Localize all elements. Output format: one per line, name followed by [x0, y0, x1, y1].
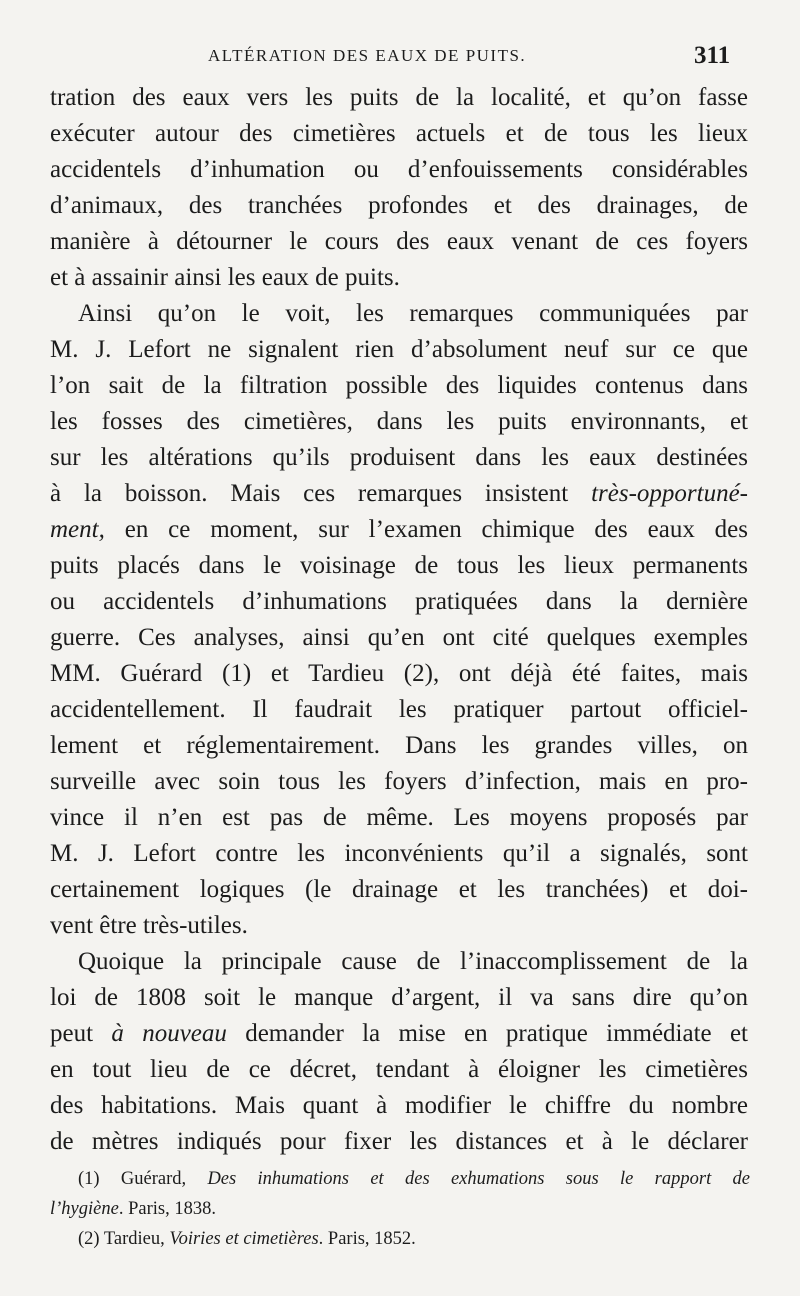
- running-title: ALTÉRATION DES EAUX DE PUITS.: [208, 46, 527, 65]
- italic-text: ment,: [50, 516, 105, 543]
- text-line: [50, 1052, 748, 1088]
- text-run: l’on sait de la filtration possible des liquides contenus dans: [50, 372, 748, 399]
- text-line: [50, 620, 748, 656]
- text-line: [50, 440, 748, 476]
- text-run: vince il n’en est pas de même. Les moyens proposés par: [50, 804, 748, 831]
- text-run: surveille avec soin tous les foyers d’infection, mais en pro-: [50, 768, 748, 795]
- text-run: exécuter autour des cimetières actuels et de tous les lieux: [50, 120, 748, 147]
- italic-text: très-opportuné-: [591, 480, 748, 507]
- text-line: [50, 692, 748, 728]
- text-line: [50, 332, 748, 368]
- text-line: [50, 512, 748, 548]
- text-line: [50, 80, 748, 116]
- text-run: Quoique la principale cause de l’inaccomplissement de la: [78, 948, 748, 975]
- text-run: peut: [50, 1020, 112, 1047]
- text-run: M. J. Lefort contre les inconvénients qu’il a signalés, sont: [50, 840, 748, 867]
- text-run: (1) Guérard,: [78, 1169, 208, 1189]
- text-line: [50, 368, 748, 404]
- text-line: [50, 188, 748, 224]
- text-line: [50, 404, 748, 440]
- footnotes: [50, 1164, 750, 1254]
- text-run: d’animaux, des tranchées profondes et des drainages, de: [50, 192, 748, 219]
- text-run: en tout lieu de ce décret, tendant à éloigner les cimetières: [50, 1056, 748, 1083]
- text-run: Ainsi qu’on le voit, les remarques communiquées par: [78, 300, 748, 327]
- text-line: [50, 656, 748, 692]
- text-run: puits placés dans le voisinage de tous les lieux permanents: [50, 552, 748, 579]
- text-line: [50, 1016, 748, 1052]
- text-run: accidentellement. Il faudrait les pratiquer partout officiel-: [50, 696, 748, 723]
- text-run: en ce moment, sur l’examen chimique des eaux des: [104, 516, 748, 543]
- italic-text: Voiries et cimetières: [169, 1229, 319, 1249]
- text-line: [50, 728, 748, 764]
- text-run: guerre. Ces analyses, ainsi qu’en ont cité quelques exemples: [50, 624, 748, 651]
- text-run: . Paris, 1852.: [318, 1229, 416, 1249]
- text-run: de mètres indiqués pour fixer les distances et à le déclarer: [50, 1128, 748, 1155]
- text-line: [50, 836, 748, 872]
- text-line: [50, 980, 748, 1016]
- text-run: des habitations. Mais quant à modifier le chiffre du nombre: [50, 1092, 748, 1119]
- text-run: M. J. Lefort ne signalent rien d’absolument neuf sur ce que: [50, 336, 748, 363]
- text-run: MM. Guérard (1) et Tardieu (2), ont déjà été faites, mais: [50, 660, 748, 687]
- text-line: [50, 584, 748, 620]
- footnote-line: [50, 1164, 750, 1194]
- text-line: [50, 764, 748, 800]
- text-line: [50, 260, 748, 296]
- footnote-line: [50, 1224, 750, 1254]
- page-header: [0, 40, 800, 80]
- text-run: certainement logiques (le drainage et les tranchées) et doi-: [50, 876, 748, 903]
- text-line: [50, 548, 748, 584]
- text-line: [50, 296, 748, 332]
- footnote-line: [50, 1194, 750, 1224]
- text-line: [50, 116, 748, 152]
- italic-text: l’hygiène: [50, 1199, 119, 1219]
- text-run: loi de 1808 soit le manque d’argent, il va sans dire qu’on: [50, 984, 748, 1011]
- text-line: [50, 224, 748, 260]
- page-number: 311: [694, 42, 731, 69]
- text-run: et à assainir ainsi les eaux de puits.: [50, 264, 400, 291]
- text-line: [50, 908, 748, 944]
- text-run: demander la mise en pratique immédiate et: [226, 1020, 748, 1047]
- text-run: manière à détourner le cours des eaux venant de ces foyers: [50, 228, 748, 255]
- italic-text: à nouveau: [111, 1020, 227, 1047]
- text-line: [50, 872, 748, 908]
- text-run: (2) Tardieu,: [78, 1229, 170, 1249]
- text-line: [50, 152, 748, 188]
- text-run: sur les altérations qu’ils produisent dans les eaux destinées: [50, 444, 748, 471]
- text-line: [50, 1124, 748, 1160]
- text-run: accidentels d’inhumation ou d’enfouissements considérables: [50, 156, 748, 183]
- text-line: [50, 476, 748, 512]
- text-run: lement et réglementairement. Dans les grandes villes, on: [50, 732, 748, 759]
- text-line: [50, 944, 748, 980]
- text-line: [50, 1088, 748, 1124]
- text-line: [50, 800, 748, 836]
- body-text: [50, 80, 748, 1160]
- text-run: vent être très-utiles.: [50, 912, 248, 939]
- text-run: ou accidentels d’inhumations pratiquées dans la dernière: [50, 588, 748, 615]
- text-run: les fosses des cimetières, dans les puits environnants, et: [50, 408, 748, 435]
- text-run: à la boisson. Mais ces remarques insistent: [50, 480, 592, 507]
- italic-text: Des inhumations et des exhumations sous le rapport de: [207, 1169, 750, 1189]
- text-run: . Paris, 1838.: [118, 1199, 216, 1219]
- text-run: tration des eaux vers les puits de la localité, et qu’on fasse: [50, 84, 748, 111]
